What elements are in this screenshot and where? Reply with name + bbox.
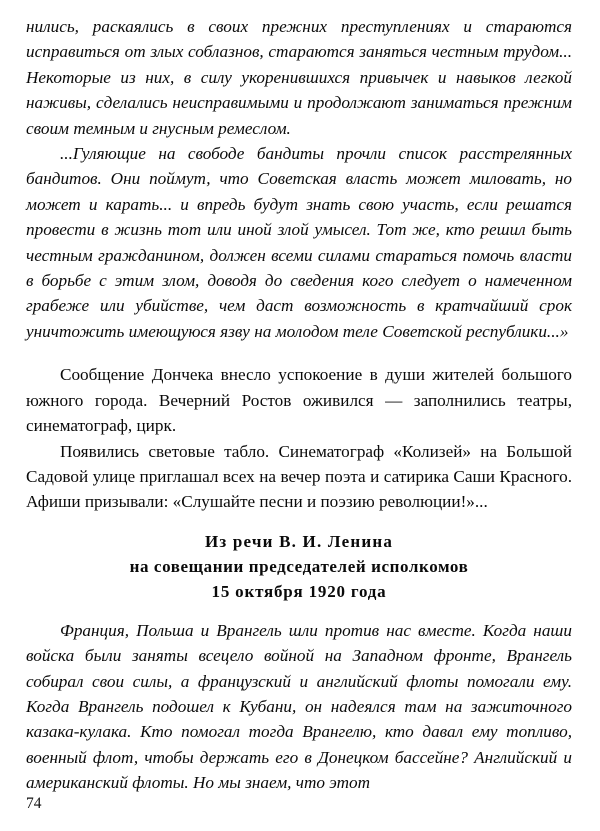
- speech-section: [26, 618, 572, 796]
- paragraph-narrative-tablo: Появились световые табло. Синематограф «Колизей» на Большой Садовой улице приглашал всех на вечер поэта и сатирика Саши Красного. Афиши призывали: «Слушайте песни и поэзию революции!»...: [26, 441, 572, 512]
- narrative-section: [26, 362, 572, 514]
- speech-gap: [26, 604, 572, 618]
- paragraph-quote-bandits: ...Гуляющие на свободе бандиты прочли список расстрелянных бандитов. Они поймут, что Советская власть может миловать, но может и карать... и впредь будут знать свою участь, если решатся провести в жизнь тот или иной злой умысел. Тот же, кто решил быть честным гражданином, должен всеми силами стараться помочь власти в борьбе с этим злом, доводя до сведения кого следует о намеченном грабеже или убийстве, чем даст возможность в кратчайший срок уничтожить имеющуюся язву на молодом теле Советской республики...»: [26, 144, 572, 341]
- page-number: 74: [26, 795, 42, 812]
- heading-line-3: 15 октября 1920 года: [211, 581, 387, 601]
- heading-gap: [26, 515, 572, 529]
- paragraph-quote-continued: нились, раскаялись в своих прежних преступлениях и стараются исправиться от злых соблазнов, стараются заняться честным трудом... Некоторые из них, в силу укоренившихся привычек и навыков легкой наживы, сделались неисправимыми и продолжают заниматься прежним своим темным и гнусным ремеслом.: [26, 17, 572, 138]
- paragraph-lenin-speech: Франция, Польша и Врангель шли против нас вместе. Когда наши войска были заняты всецело войной на Западном фронте, Врангель собирал свои силы, а французский и английский флоты помогали ему. Когда Врангель подошел к Кубани, он надеялся там на зажиточного казака-кулака. Кто помогал тогда Врангелю, кто давал ему топливо, военный флот, чтобы держать его в Донецком бассейне? Английский и американский флоты. Но мы знаем, что этот: [26, 620, 572, 793]
- heading-line-1: Из речи В. И. Ленина: [204, 531, 394, 551]
- paragraph-narrative-doncheka: Сообщение Дончека внесло успокоение в души жителей большого южного города. Вечерний Ростов оживился — заполнились театры, синематограф, цирк.: [26, 365, 572, 436]
- quote-section: [26, 14, 572, 344]
- heading-line-2: на совещании председателей исполкомов: [129, 556, 469, 576]
- section-gap: [26, 344, 572, 362]
- speech-heading: [26, 529, 572, 604]
